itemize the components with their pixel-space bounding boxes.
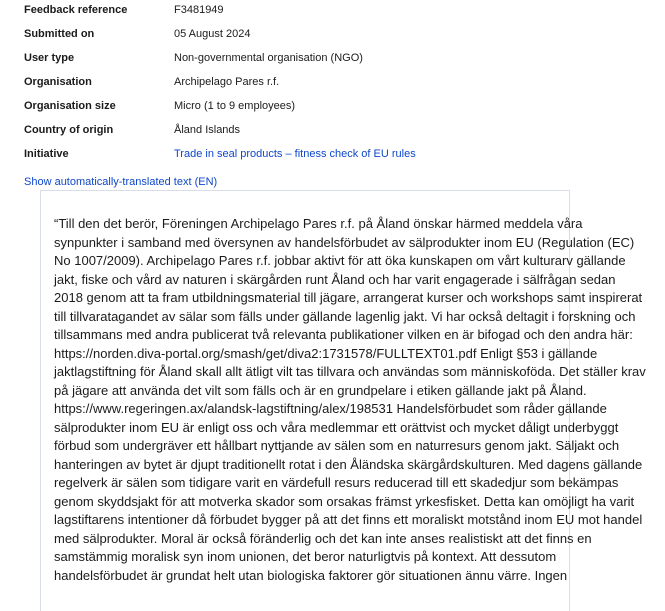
submitted-on-value: 05 August 2024 [174,28,251,40]
feedback-reference-value: F3481949 [174,4,224,16]
feedback-reference-label: Feedback reference [24,4,128,16]
show-translation-link[interactable]: Show automatically-translated text (EN) [24,176,218,188]
user-type-value: Non-governmental organisation (NGO) [174,52,363,64]
organisation-value: Archipelago Pares r.f. [174,76,280,88]
country-of-origin-label: Country of origin [24,124,114,136]
submitted-on-label: Submitted on [24,28,95,40]
organisation-size-value: Micro (1 to 9 employees) [174,100,296,112]
country-of-origin-value: Åland Islands [174,124,241,136]
initiative-label: Initiative [24,148,69,160]
user-type-label: User type [24,52,75,64]
organisation-label: Organisation [24,76,92,88]
organisation-size-label: Organisation size [24,100,116,112]
initiative-link[interactable]: Trade in seal products – fitness check of EU rules [174,148,416,160]
feedback-text: “Till den det berör, Föreningen Archipelago Pares r.f. på Åland önskar härmed meddela våra synpunkter i samband med översynen av handelsförbudet av sälprodukter inom EU (Regulation (EC) No 1007/2009). Archipelago Pares r.f. jobbar aktivt för att öka kunskapen om vårt kulturarv gällande jakt, fiske och vård av naturen i skärgården runt Åland och har varit engagerade i sälfrågan sedan 2018 genom att ta fram utbildningsmaterial till jägare, arrangerat kurser och workshops samt inspirerat till tillvaratagandet av sälar som fälls under gällande lagenlig jakt. Vi har också deltagit i forskning och tillsammans med andra publicerat två relevanta publikationer vilken en är bifogad och den andra här: https://norden.diva-portal.org/smash/get/diva2:1731578/FULLTEXT01.pdf Enligt §53 i gällande jaktlagstiftning för Åland skall allt ätligt vilt tas tillvara och användas som människoföda. Det ställer krav på jägare att använda det vilt som fälls och är en grundpelare i etiken gällande jakt på Åland. https://www.regeringen.ax/alandsk-lagstiftning/alex/198531 Handelsförbudet som råder gällande sälprodukter inom EU är enligt oss och våra medlemmar ett orättvist och mycket dåligt underbyggt förbud som undergräver ett hållbart nyttjande av sälen som en naturresurs genom jakt. Säljakt och hanteringen av bytet är djupt traditionellt rotat i den Åländska skärgårdskulturen. Med dagens gällande regelverk är sälen som tidigare varit en värdefull resurs reducerad till ett skadedjur som bekämpas genom skyddsjakt för att motverka skador som orsakas främst yrkesfisket. Detta kan omöjligt ha varit lagstiftarens intentioner då förbudet bygger på att det finns ett moraliskt motstånd inom EU mot handel med sälprodukter. Moral är också föränderlig och det kan inte anses realistiskt att det finns en samstämmig moralisk syn inom unionen, det beror naturligtvis på kontext. Att dessutom handelsförbudet är grundat helt utan biologiska faktorer gör situationen ännu värre. Ingen [54,216,646,583]
